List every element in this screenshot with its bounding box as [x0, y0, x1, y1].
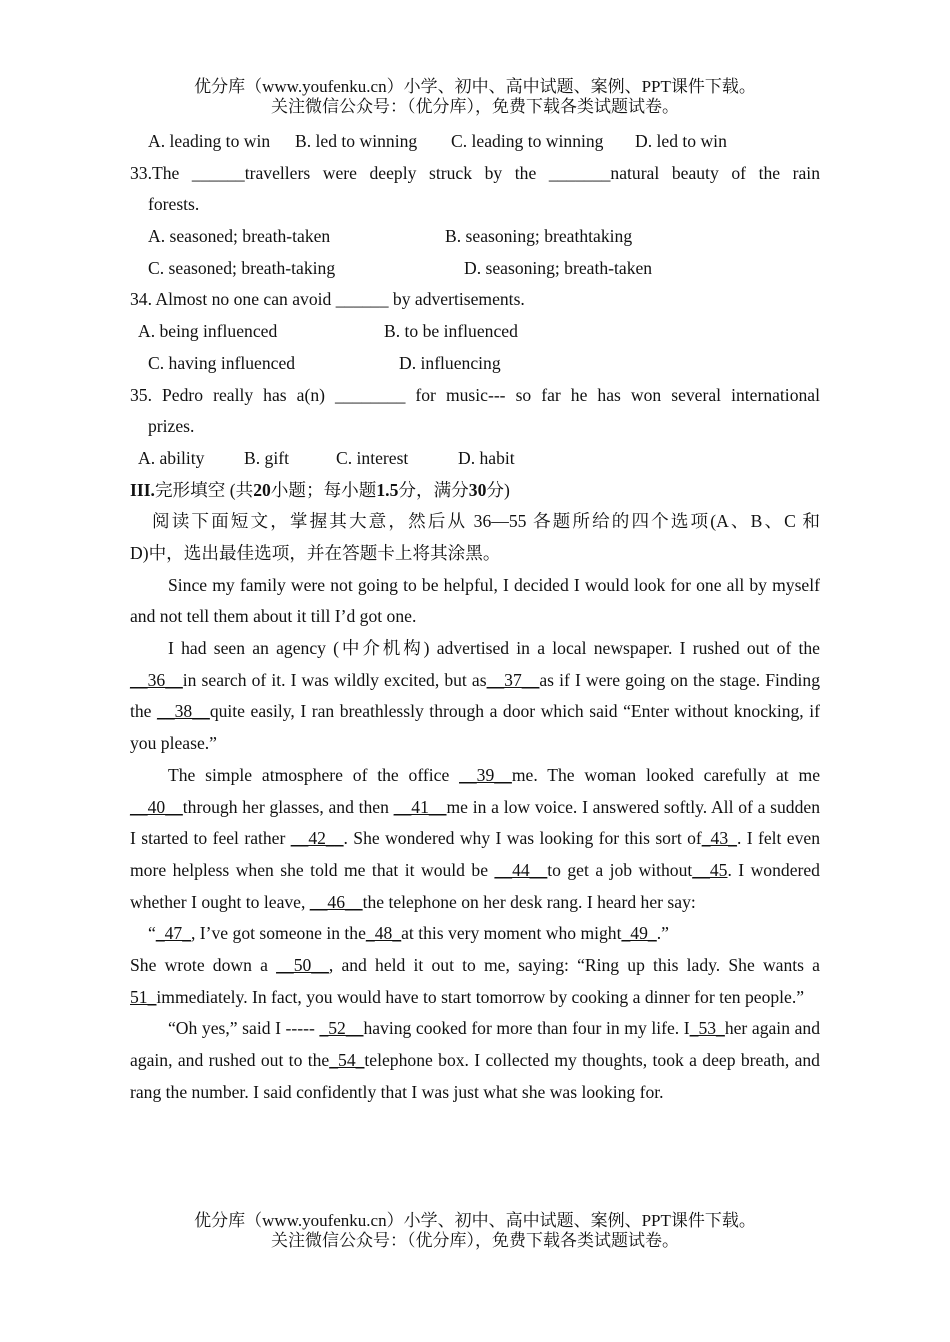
q32-option-a: A. leading to win [148, 131, 271, 151]
q35-option-b: B. gift [244, 447, 289, 468]
q34-stem: 34. Almost no one can avoid ______ by advertisements. [130, 289, 525, 310]
blank-47: _47_ [155, 923, 191, 944]
footer-line-2: 关注微信公众号：（优分库），免费下载各类试题试卷。 [271, 1231, 679, 1250]
blank-48: _48_ [365, 923, 402, 944]
blank-39: __39__ [459, 764, 512, 785]
q35-option-a: A. ability [138, 447, 205, 468]
q34-option-c: C. having influenced [148, 352, 296, 373]
q32-option-b: B. led to winning [295, 131, 418, 151]
blank-54: _54_ [329, 1050, 365, 1071]
q32-option-c: C. leading to winning [451, 131, 604, 151]
blank-45: __45 [692, 859, 728, 880]
q33-option-c: C. seasoned; breath-taking [148, 257, 336, 278]
blank-41: __41__ [393, 796, 447, 817]
q33-stem-line-2: forests. [148, 194, 200, 215]
q33-stem-line-1: 33.The ______travellers were deeply struck by the _______natural beauty of the rain [130, 162, 820, 183]
passage-paragraph-1: Since my family were not going to be helpful, I decided I would look for one all by myself and not tell them about it till I’d got one. [130, 574, 820, 627]
q33-options-row-2 [130, 253, 820, 285]
q34-option-b: B. to be influenced [384, 321, 518, 342]
q34-option-d: D. influencing [399, 352, 501, 373]
q34-options-row-2 [130, 348, 820, 380]
passage-paragraph-5: She wrote down a __50__, and held it out to me, saying: “Ring up this lady. She wants a 51_immediately. In fact, you would have to start tomorrow by cooking a dinner for ten people.” [130, 955, 820, 1007]
q35-option-d: D. habit [458, 447, 515, 468]
section-3-instruction-line-1: 阅读下面短文，掌握其大意，然后从 36—55 各题所给的四个选项(A、B、C 和 [152, 511, 820, 532]
blank-42: __42__ [290, 828, 344, 849]
blank-44: __44__ [494, 859, 548, 880]
blank-36: __36__ [130, 669, 183, 690]
page-footer [0, 1211, 950, 1251]
blank-51: 51_ [130, 986, 157, 1007]
passage-paragraph-2: I had seen an agency (中介机构) advertised in a local newspaper. I rushed out of the __36__in search of it. I was wildly excited, but as__37__as if I were going on the stage. Finding the __38__quite easily, I ran breathlessly through a door which said “Enter without knocking, if you please.” [130, 638, 820, 754]
q33-option-d: D. seasoning; breath-taken [464, 257, 653, 278]
q35-stem-line-1: 35. Pedro really has a(n) ________ for music--- so far he has won several international [130, 384, 820, 405]
q34-options-row-1 [130, 316, 820, 348]
blank-40: __40__ [130, 796, 183, 817]
q35-options [130, 443, 820, 475]
blank-52: _52__ [319, 1018, 364, 1039]
passage-paragraph-6: “Oh yes,” said I ----- _52__having cooked for more than four in my life. I_53_her again and again, and rushed out to the_54_telephone box. I collected my thoughts, took a deep breath, and rang the number. I said confidently that I was just what she was looking for. [130, 1018, 820, 1102]
header-line-2: 关注微信公众号：（优分库），免费下载各类试题试卷。 [271, 97, 679, 116]
page-header [0, 77, 950, 117]
q33-option-b: B. seasoning; breathtaking [445, 226, 633, 247]
passage-paragraph-3: The simple atmosphere of the office __39__me. The woman looked carefully at me __40__through her glasses, and then __41__me in a low voice. I answered softly. All of a sudden I started to feel rather __42__. She wondered why I was looking for this sort of_43_. I felt even more helpless when she told me that it would be __44__to get a job without__45. I wondered whether I ought to leave, __46__the telephone on her desk rang. I heard her say: [130, 764, 821, 912]
header-line-1: 优分库（www.youfenku.cn）小学、初中、高中试题、案例、PPT课件下载。 [194, 77, 756, 96]
q32-options [130, 126, 820, 158]
blank-38: __38__ [157, 701, 210, 722]
q32-option-d: D. led to win [635, 131, 727, 151]
q35-stem-line-2: prizes. [148, 416, 195, 437]
blank-53: _53_ [689, 1018, 725, 1039]
blank-50: __50__ [276, 955, 329, 976]
blank-49: _49_ [621, 923, 657, 944]
passage-paragraph-4: “_47_, I’ve got someone in the_48_at this very moment who might_49_.” [148, 923, 669, 944]
section-3-instruction-line-2: D)中，选出最佳选项，并在答题卡上将其涂黑。 [130, 542, 501, 563]
blank-43: _43_ [701, 828, 737, 849]
blank-46: __46__ [309, 891, 363, 912]
q35-option-c: C. interest [336, 447, 409, 468]
q33-option-a: A. seasoned; breath-taken [148, 226, 331, 247]
q33-options-row-1 [130, 221, 820, 253]
exam-body [130, 126, 820, 1109]
section-3-heading: III.完形填空 (共20小题；每小题1.5分，满分30分) [130, 479, 510, 500]
blank-37: __37__ [486, 669, 540, 690]
q34-option-a: A. being influenced [138, 321, 278, 342]
footer-line-1: 优分库（www.youfenku.cn）小学、初中、高中试题、案例、PPT课件下载。 [194, 1211, 756, 1230]
